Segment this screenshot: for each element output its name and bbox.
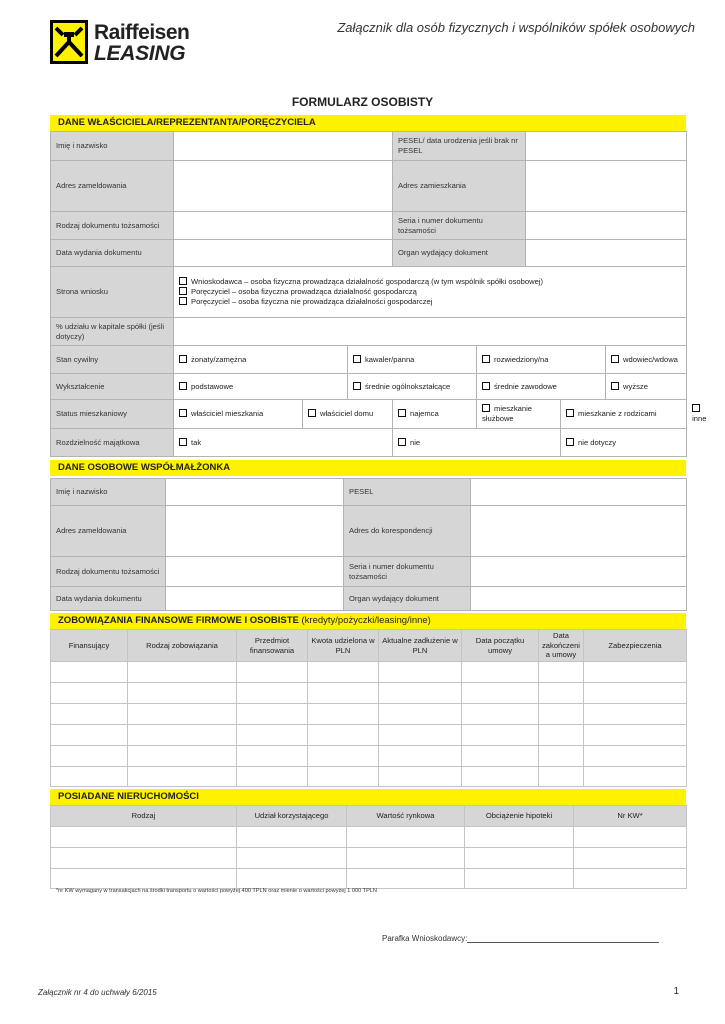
party-option-guarantor-business[interactable]: Poręczyciel – osoba fizyczna prowadząca działalność gospodarczą xyxy=(179,287,681,297)
owner-issuer-label: Organ wydający dokument xyxy=(393,240,526,267)
table-row[interactable] xyxy=(51,662,687,683)
owner-residence-field[interactable] xyxy=(526,161,687,212)
party-option-guarantor-private[interactable]: Poręczyciel – osoba fizyczna nie prowadząca działalności gospodarczej xyxy=(179,297,681,307)
checkbox-icon[interactable] xyxy=(398,438,406,446)
checkbox-icon[interactable] xyxy=(179,287,187,295)
marital-status-label: Stan cywilny xyxy=(51,346,174,374)
spouse-issuer-label: Organ wydający dokument xyxy=(344,587,471,611)
column-header: Data zakończeni a umowy xyxy=(539,630,584,662)
housing-option[interactable]: mieszkanie z rodzicami xyxy=(561,400,687,429)
checkbox-icon[interactable] xyxy=(308,409,316,417)
separation-option[interactable]: tak xyxy=(174,429,393,457)
owner-share-label: % udziału w kapitale spółki (jeśli dotyczy) xyxy=(51,318,174,346)
checkbox-icon[interactable] xyxy=(353,355,361,363)
spouse-address-label: Adres zameldowania xyxy=(51,506,166,557)
owner-pesel-label: PESEL/ data urodzenia jeśli brak nr PESEL xyxy=(393,132,526,161)
company-logo xyxy=(50,18,220,68)
checkbox-icon[interactable] xyxy=(611,355,619,363)
checkbox-icon[interactable] xyxy=(482,382,490,390)
owner-doc-type-field[interactable] xyxy=(174,212,393,240)
spouse-name-label: Imię i nazwisko xyxy=(51,479,166,506)
marital-option[interactable]: kawaler/panna xyxy=(348,346,477,374)
table-row[interactable] xyxy=(51,725,687,746)
owner-party-label: Strona wniosku xyxy=(51,267,174,318)
table-row[interactable] xyxy=(51,827,687,848)
checkbox-icon[interactable] xyxy=(398,409,406,417)
owner-issuer-field[interactable] xyxy=(526,240,687,267)
column-header: Wartość rynkowa xyxy=(347,806,465,827)
owner-data-table: Imię i nazwisko PESEL/ data urodzenia jeśli brak nr PESEL Adres zameldowania Adres zamieszkania Rodzaj dokumentu tożsamości Seria i numer dokumentu tożsamości Data wydania dokumentu Organ wydający dokument Strona wniosku Wnioskodawca – osoba fizyczna prowadząca działalność gospodarczą (w tym wspólnik spółki osobowej) Poręczyciel – osoba fizyczna prowadząca działalność gospodarczą Poręczyciel – osoba fizyczna nie prowadząca działalności gospodarczej % udziału w kapitale spółki (jeśli dotyczy) Stan cywilny żonaty/zamężna kawaler/panna rozwiedziony/na wdowiec/wdowa Wykształcenie podstawowe średnie ogólnokształcące średnie zawodowe wyższe Status mieszkaniowy właściciel mieszkania właściciel domu najemca mieszkanie służbowe mieszkanie z rodzicami inne Rozdzielność majątkowa tak nie nie dotyczy xyxy=(50,131,687,457)
separation-option[interactable]: nie dotyczy xyxy=(561,429,687,457)
owner-doc-number-label: Seria i numer dokumentu tożsamości xyxy=(393,212,526,240)
column-header: Rodzaj xyxy=(51,806,237,827)
raiffeisen-logo-icon xyxy=(50,20,88,64)
owner-address-field[interactable] xyxy=(174,161,393,212)
checkbox-icon[interactable] xyxy=(482,404,490,412)
education-option[interactable]: średnie zawodowe xyxy=(477,374,606,400)
education-option[interactable]: podstawowe xyxy=(174,374,348,400)
housing-option[interactable]: mieszkanie służbowe xyxy=(477,400,561,429)
table-row[interactable] xyxy=(51,869,687,889)
spouse-issuer-field[interactable] xyxy=(471,587,687,611)
marital-option[interactable]: wdowiec/wdowa xyxy=(606,346,687,374)
marital-option[interactable]: żonaty/zamężna xyxy=(174,346,348,374)
spouse-doc-type-field[interactable] xyxy=(166,557,344,587)
table-row[interactable] xyxy=(51,848,687,869)
signature-label: Parafka Wnioskodawcy: xyxy=(382,934,468,943)
logo-text-line1: Raiffeisen xyxy=(94,21,190,44)
table-row[interactable] xyxy=(51,767,687,787)
owner-residence-label: Adres zamieszkania xyxy=(393,161,526,212)
section-bar-owner: DANE WŁAŚCICIELA/REPREZENTANTA/PORĘCZYCIELA xyxy=(50,115,686,131)
section-bar-spouse: DANE OSOBOWE WSPÓŁMAŁŻONKA xyxy=(50,460,686,476)
housing-option[interactable]: najemca xyxy=(393,400,477,429)
housing-status-label: Status mieszkaniowy xyxy=(51,400,174,429)
education-option[interactable]: wyższe xyxy=(606,374,687,400)
education-label: Wykształcenie xyxy=(51,374,174,400)
spouse-doc-type-label: Rodzaj dokumentu tożsamości xyxy=(51,557,166,587)
column-header: Przedmiot finansowania xyxy=(237,630,308,662)
checkbox-icon[interactable] xyxy=(179,382,187,390)
table-row[interactable] xyxy=(51,704,687,725)
column-header: Udział korzystającego xyxy=(237,806,347,827)
section-bar-liabilities: ZOBOWIĄZANIA FINANSOWE FIRMOWE I OSOBISTE (kredyty/pożyczki/leasing/inne) xyxy=(50,613,686,629)
column-header: Obciążenie hipoteki xyxy=(465,806,574,827)
checkbox-icon[interactable] xyxy=(692,404,700,412)
signature-area xyxy=(382,933,659,943)
property-table xyxy=(50,805,687,889)
spouse-doc-number-label: Seria i numer dokumentu tożsamości xyxy=(344,557,471,587)
page-number: 1 xyxy=(673,986,679,997)
footnote: *nr KW wymagany w transakcjach na środki transportu o wartości powyżej 400 TPLN oraz mienie o wartości powyżej 1 000 TPLN xyxy=(56,888,377,894)
spouse-issue-date-field[interactable] xyxy=(166,587,344,611)
column-header: Kwota udzielona w PLN xyxy=(308,630,379,662)
signature-field[interactable] xyxy=(467,933,659,943)
column-header: Zabezpieczenia xyxy=(584,630,687,662)
owner-pesel-field[interactable] xyxy=(526,132,687,161)
owner-party-options xyxy=(174,267,687,318)
spouse-address-field[interactable] xyxy=(166,506,344,557)
owner-doc-number-field[interactable] xyxy=(526,212,687,240)
checkbox-icon[interactable] xyxy=(566,438,574,446)
section-bar-property: POSIADANE NIERUCHOMOŚCI xyxy=(50,789,686,805)
owner-name-label: Imię i nazwisko xyxy=(51,132,174,161)
spouse-pesel-label: PESEL xyxy=(344,479,471,506)
owner-issue-date-label: Data wydania dokumentu xyxy=(51,240,174,267)
table-row[interactable] xyxy=(51,746,687,767)
spouse-pesel-field[interactable] xyxy=(471,479,687,506)
party-option-applicant[interactable]: Wnioskodawca – osoba fizyczna prowadząca działalność gospodarczą (w tym wspólnik spółki osobowej) xyxy=(179,277,681,287)
spouse-name-field[interactable] xyxy=(166,479,344,506)
spouse-correspondence-label: Adres do korespondencji xyxy=(344,506,471,557)
logo-text-line2: LEASING xyxy=(94,42,186,65)
table-row[interactable] xyxy=(51,683,687,704)
checkbox-icon[interactable] xyxy=(179,297,187,305)
education-option[interactable]: średnie ogólnokształcące xyxy=(348,374,477,400)
checkbox-icon[interactable] xyxy=(179,409,187,417)
spouse-correspondence-field[interactable] xyxy=(471,506,687,557)
owner-issue-date-field[interactable] xyxy=(174,240,393,267)
column-header: Finansujący xyxy=(51,630,128,662)
form-title: FORMULARZ OSOBISTY xyxy=(291,95,434,109)
separation-option[interactable]: nie xyxy=(393,429,561,457)
column-header: Aktualne zadłużenie w PLN xyxy=(379,630,462,662)
spouse-issue-date-label: Data wydania dokumentu xyxy=(51,587,166,611)
checkbox-icon[interactable] xyxy=(611,382,619,390)
checkbox-icon[interactable] xyxy=(353,382,361,390)
checkbox-icon[interactable] xyxy=(179,277,187,285)
spouse-doc-number-field[interactable] xyxy=(471,557,687,587)
checkbox-icon[interactable] xyxy=(179,355,187,363)
owner-doc-type-label: Rodzaj dokumentu tożsamości xyxy=(51,212,174,240)
owner-address-label: Adres zameldowania xyxy=(51,161,174,212)
checkbox-icon[interactable] xyxy=(179,438,187,446)
housing-option[interactable]: właściciel mieszkania xyxy=(174,400,303,429)
spouse-data-table xyxy=(50,478,687,611)
property-separation-label: Rozdzielność majątkowa xyxy=(51,429,174,457)
liabilities-table xyxy=(50,629,687,787)
owner-share-field[interactable] xyxy=(174,318,687,346)
footer-reference: Załącznik nr 4 do uchwały 6/2015 xyxy=(38,988,157,997)
owner-name-field[interactable] xyxy=(174,132,393,161)
column-header: Nr KW* xyxy=(574,806,687,827)
column-header: Data początku umowy xyxy=(462,630,539,662)
marital-option[interactable]: rozwiedziony/na xyxy=(477,346,606,374)
document-subtitle: Załącznik dla osób fizycznych i wspólników spółek osobowych xyxy=(337,20,695,35)
checkbox-icon[interactable] xyxy=(566,409,574,417)
checkbox-icon[interactable] xyxy=(482,355,490,363)
housing-option[interactable]: właściciel domu xyxy=(303,400,393,429)
column-header: Rodzaj zobowiązania xyxy=(128,630,237,662)
